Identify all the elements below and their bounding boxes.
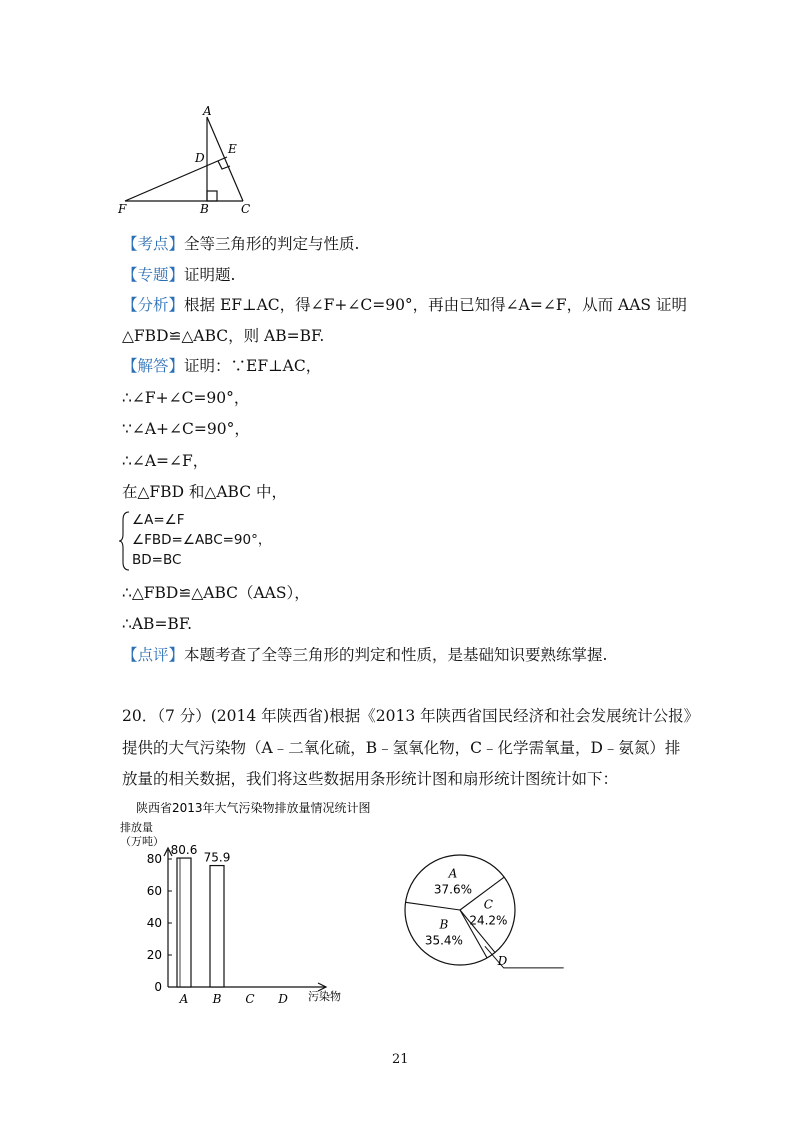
- x-tick-label: A: [179, 992, 189, 1006]
- kaodian-tag: 【考点】: [122, 235, 185, 253]
- zhuanti-line: [122, 265, 235, 285]
- x-tick-label: D: [278, 992, 288, 1006]
- pie-label-C: C: [483, 897, 493, 912]
- equation-row: ∠FBD=∠ABC=90°，: [132, 532, 272, 548]
- dianping-text: 本题考查了全等三角形的判定和性质，是基础知识要熟练掌握.: [184, 646, 608, 664]
- x-tick-label: B: [212, 992, 222, 1006]
- conclusion-line: ∴AB=BF.: [122, 615, 193, 633]
- label-D: D: [195, 151, 205, 165]
- pie-label-D: D: [497, 953, 508, 968]
- pie-label-B: B: [439, 917, 449, 932]
- y-tick-label: 80: [146, 852, 162, 866]
- step-line: ∴∠F+∠C=90°，: [122, 389, 250, 407]
- problem20-line-2: 提供的大气污染物（A﹣二氧化硫，B﹣氢氧化物，C﹣化学需氧量，D﹣氨氮）排: [122, 739, 681, 757]
- y-tick-label: 40: [146, 916, 162, 930]
- geometry-figure: [115, 105, 295, 225]
- pie-chart: [400, 840, 580, 980]
- fenxi-tag: 【分析】: [122, 296, 185, 314]
- segment-FE: [125, 157, 227, 201]
- equation-row: BD=BC: [132, 552, 182, 568]
- label-C: C: [241, 202, 251, 216]
- problem20-line-3: 放量的相关数据，我们将这些数据用条形统计图和扇形统计图统计如下：: [122, 770, 619, 788]
- y-axis-unit: （万吨）: [120, 835, 164, 848]
- zhuanti-text: 证明题.: [184, 266, 236, 284]
- label-B: B: [200, 202, 209, 216]
- jieda-text: 证明：∵EF⊥AC，: [184, 357, 322, 375]
- fenxi-text: 根据 EF⊥AC，得∠F+∠C=90°，再由已知得∠A=∠F，从而 AAS 证明: [184, 296, 687, 314]
- step-line: 在△FBD 和△ABC 中，: [122, 483, 287, 501]
- bar-chart-title: 陕西省2013年大气污染物排放量情况统计图: [136, 801, 371, 815]
- pie-label-A: A: [448, 866, 458, 881]
- equation-system: [132, 510, 271, 570]
- fenxi-line: [122, 295, 687, 315]
- bar-chart: [118, 798, 378, 1008]
- y-axis-label: 排放量: [120, 821, 153, 834]
- pie-percent-C: 24.2%: [469, 913, 508, 928]
- problem20-line-1: 20．（7 分）(2014 年陕西省)根据《2013 年陕西省国民经济和社会发展统计公报》: [122, 707, 700, 725]
- fenxi-line-2: △FBD≌△ABC，则 AB=BF.: [122, 327, 325, 345]
- bar-value-label: 80.6: [170, 843, 198, 858]
- jieda-line: [122, 356, 321, 376]
- dianping-line: [122, 645, 607, 665]
- page-number: 21: [392, 1052, 409, 1067]
- bar-B: [210, 866, 224, 987]
- system-comma: ，: [257, 532, 272, 548]
- y-tick-label: 20: [146, 948, 162, 962]
- bar-A: [177, 858, 191, 987]
- jieda-tag: 【解答】: [122, 357, 185, 375]
- right-angle-B: [207, 191, 217, 201]
- x-axis-label: 污染物: [308, 990, 341, 1003]
- step-line: ∴∠A=∠F，: [122, 452, 209, 470]
- zhuanti-tag: 【专题】: [122, 266, 185, 284]
- label-E: E: [228, 142, 237, 156]
- dianping-tag: 【点评】: [122, 646, 185, 664]
- conclusion-line: ∴△FBD≌△ABC（AAS），: [122, 584, 310, 602]
- system-brace: [118, 510, 132, 572]
- label-F: F: [118, 202, 127, 216]
- y-tick-label: 0: [154, 980, 162, 994]
- segment-AC: [207, 117, 243, 201]
- pie-percent-B: 35.4%: [424, 933, 463, 948]
- y-tick-label: 60: [146, 884, 162, 898]
- equation-row: ∠A=∠F: [132, 512, 185, 528]
- kaodian-text: 全等三角形的判定与性质.: [184, 235, 360, 253]
- step-line: ∵∠A+∠C=90°，: [122, 420, 250, 438]
- pie-slice-edge-A: [406, 902, 460, 910]
- kaodian-line: [122, 234, 359, 254]
- pie-percent-A: 37.6%: [433, 882, 472, 897]
- bar-value-label: 75.9: [203, 850, 231, 865]
- label-A: A: [203, 104, 212, 118]
- x-tick-label: C: [245, 992, 255, 1006]
